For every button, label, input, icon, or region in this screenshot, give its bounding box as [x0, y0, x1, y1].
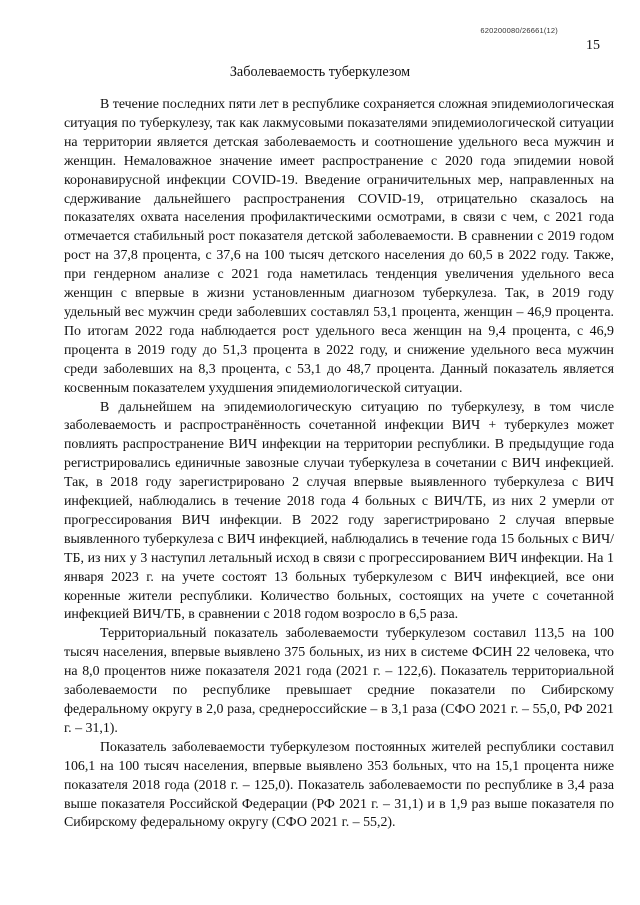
body-text — [64, 96, 614, 833]
paragraph-2: В дальнейшем на эпидемиологическую ситуацию по туберкулезу, в том числе заболеваемость и распространённость сочетанной инфекции ВИЧ + туберкулез может повлиять распространение ВИЧ инфекции на территории республики. В предыдущие года регистрировались единичные завозные случаи туберкулеза в сочетании с ВИЧ инфекцией. Так, в 2018 году зарегистрировано 2 случая впервые выявленного туберкулеза с ВИЧ инфекцией, наблюдались в течение 2018 года 4 больных с ВИЧ/ТБ, из них 2 умерли от прогрессирования ВИЧ инфекции. В 2022 году зарегистрировано 2 случая впервые выявленного туберкулеза с ВИЧ инфекцией, наблюдались в течение года 15 больных с ВИЧ/ТБ, из них у 3 наступил летальный исход в связи с прогрессированием ВИЧ инфекции. На 1 января 2023 г. на учете состоят 13 больных туберкулезом с ВИЧ инфекцией, все они коренные жители республики. Количество больных, состоящих на учете с сочетанной инфекцией ВИЧ/ТБ, в сравнении с 2018 годом возросло в 6,5 раза. — [64, 399, 614, 623]
paragraph-3: Территориальный показатель заболеваемости туберкулезом составил 113,5 на 100 тысяч населения, впервые выявлено 375 больных, из них в системе ФСИН 22 человека, что на 8,0 процентов ниже показателя 2021 года (2021 г. – 122,6). Показатель территориальной заболеваемости по республике превышает средние показатели по Сибирскому федеральному округу в 2,0 раза, среднероссийские – в 3,1 раза (СФО 2021 г. – 55,0, РФ 2021 г. – 31,1). — [64, 626, 614, 736]
document-id: 620200080/26661(12) — [480, 26, 558, 35]
page-number: 15 — [586, 38, 600, 53]
paragraph-1: В течение последних пяти лет в республике сохраняется сложная эпидемиологическая ситуация по туберкулезу, так как лакмусовыми показателями эпидемиологической ситуации на территории является детская заболеваемость и соотношение удельного веса мужчин и женщин. Немаловажное значение имеет распространение с 2020 года эпидемии новой коронавирусной инфекции COVID-19. Введение ограничительных мер, направленных на сдерживание дальнейшего распространения COVID-19, отрицательно сказалось на показателях охвата населения профилактическими осмотрами, в связи с чем, с 2021 года отмечается стабильный рост показателя детской заболеваемости. В сравнении с 2019 годом рост на 37,8 процента, с 37,6 на 100 тысяч детского населения до 60,5 в 2022 году. Также, при гендерном анализе с 2021 года наметилась тенденция увеличения удельного веса женщин с впервые в жизни установленным диагнозом туберкулеза. Так, в 2019 году удельный вес мужчин среди заболевших составлял 53,1 процента, женщин – 46,9 процента. По итогам 2022 года наблюдается рост удельного веса женщин на 9,4 процента, с 46,9 процента в 2019 году до 51,3 процента в 2022 году, и снижение удельного веса мужчин среди заболевших на 8,3 процента, с 53,1 до 48,7 процента. Данный показатель является косвенным показателем ухудшения эпидемиологической ситуации. — [64, 97, 614, 396]
section-title: Заболеваемость туберкулезом — [229, 64, 411, 80]
paragraph-4: Показатель заболеваемости туберкулезом постоянных жителей республики составил 106,1 на 100 тысяч населения, впервые выявлено 353 больных, что на 15,1 процента ниже показателя 2018 года (2018 г. – 125,0). Показатель заболеваемости по республике в 3,4 раза выше показателя Российской Федерации (РФ 2021 г. – 31,1) и в 1,9 раз выше показателя по Сибирскому федеральному округу (СФО 2021 г. – 55,2). — [64, 739, 614, 831]
